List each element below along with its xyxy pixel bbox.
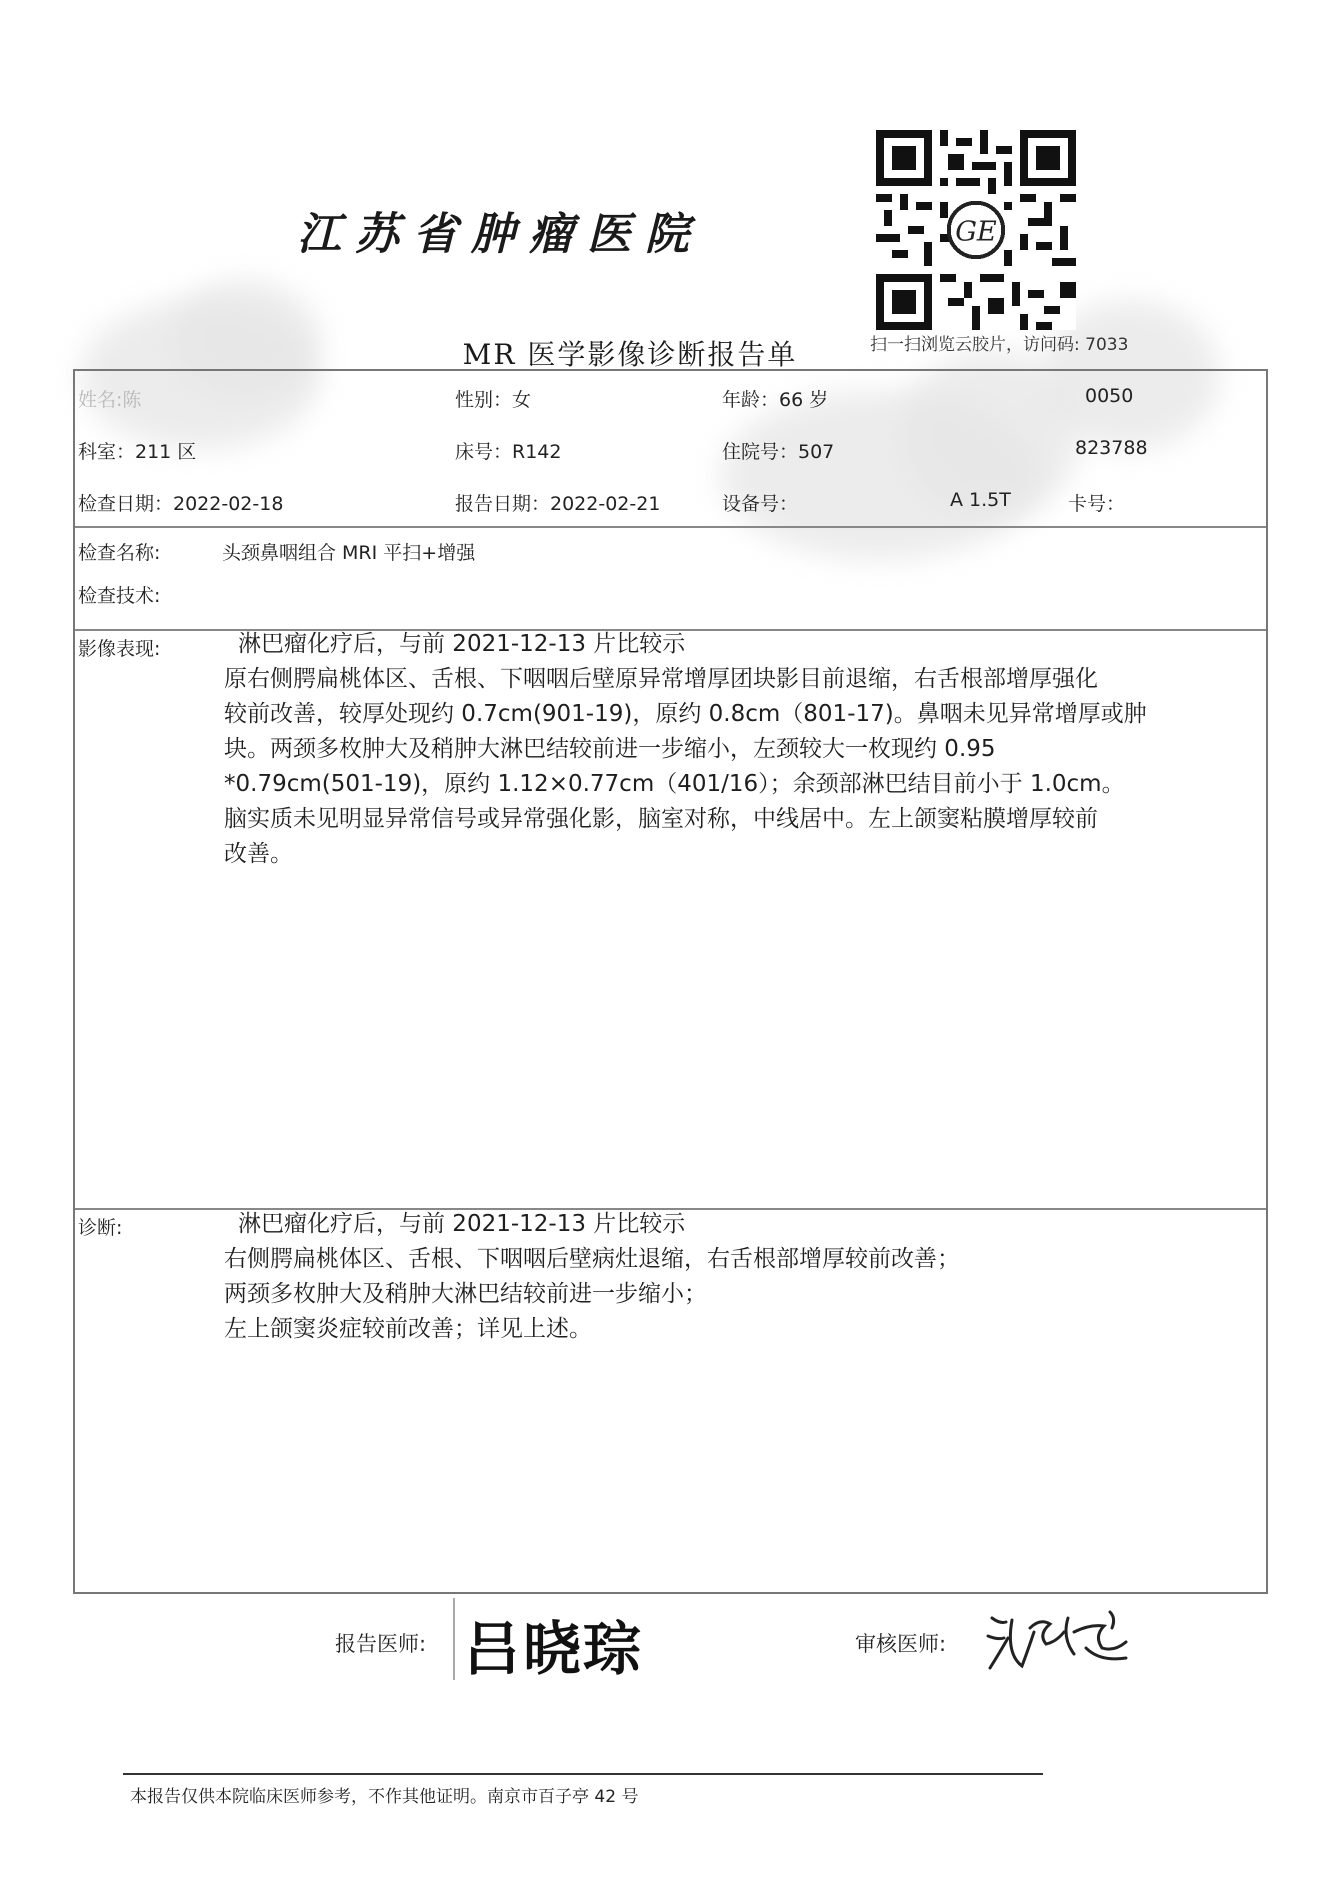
findings-label: 影像表现: <box>78 638 161 660</box>
diagnosis-label: 诊断: <box>78 1217 123 1239</box>
report-date: 报告日期：2022-02-21 <box>455 493 661 515</box>
findings-line: *0.79cm(501-19)，原约 1.12×0.77cm（401/16）；余颈部淋巴结目前小于 1.0cm。 <box>224 771 1125 797</box>
exam-technique-label: 检查技术: <box>78 585 161 607</box>
device-fragment: A 1.5T <box>950 489 1011 511</box>
footer-divider <box>123 1773 1043 1775</box>
svg-text:GE: GE <box>955 216 997 248</box>
patient-name-label: 姓名:陈 <box>78 389 142 411</box>
findings-line: 较前改善，较厚处现约 0.7cm(901-19)，原约 0.8cm（801-17)。鼻咽未见异常增厚或肿 <box>224 701 1147 727</box>
report-title: MR 医学影像诊断报告单 <box>462 338 798 371</box>
device-label: 设备号： <box>722 493 799 515</box>
patient-department: 科室：211 区 <box>78 441 197 463</box>
diagnosis-line: 左上颌窦炎症较前改善；详见上述。 <box>224 1316 592 1342</box>
qr-caption: 扫一扫浏览云胶片，访问码: 7033 <box>870 335 1129 355</box>
findings-line: 原右侧腭扁桃体区、舌根、下咽咽后壁原异常增厚团块影目前退缩，右舌根部增厚强化 <box>224 666 1098 692</box>
patient-age: 年龄：66 岁 <box>722 389 829 411</box>
reporter-signature-box <box>453 1598 695 1683</box>
patient-inpatient-fragment: 823788 <box>1075 437 1148 459</box>
patient-gender: 性别：女 <box>455 389 532 411</box>
qr-code[interactable] <box>876 130 1076 330</box>
diagnosis-line: 淋巴瘤化疗后，与前 2021-12-13 片比较示 <box>238 1211 686 1237</box>
card-no-label: 卡号： <box>1068 493 1126 515</box>
exam-name-value: 头颈鼻咽组合 MRI 平扫+增强 <box>222 542 476 564</box>
patient-inpatient-no: 住院号：507 <box>722 441 835 463</box>
findings-line: 淋巴瘤化疗后，与前 2021-12-13 片比较示 <box>238 631 686 657</box>
reviewer-signature <box>980 1598 1160 1678</box>
findings-line: 改善。 <box>224 841 293 867</box>
findings-line: 块。两颈多枚肿大及稍肿大淋巴结较前进一步缩小，左颈较大一枚现约 0.95 <box>224 736 996 762</box>
exam-name-label: 检查名称: <box>78 542 161 564</box>
reviewer-label: 审核医师: <box>855 1632 947 1656</box>
reporter-signature: 吕晓琮 <box>463 1615 644 1683</box>
findings-text <box>224 627 1264 872</box>
findings-line: 脑实质未见明显异常信号或异常强化影，脑室对称，中线居中。左上颌窦粘膜增厚较前 <box>224 806 1098 832</box>
diagnosis-line: 两颈多枚肿大及稍肿大淋巴结较前进一步缩小； <box>224 1281 707 1307</box>
exam-date: 检查日期：2022-02-18 <box>78 493 284 515</box>
footer-note: 本报告仅供本院临床医师参考，不作其他证明。南京市百子亭 42 号 <box>130 1787 639 1807</box>
patient-id-fragment: 0050 <box>1085 385 1134 407</box>
reviewer-signature-box <box>980 1598 1160 1678</box>
divider <box>75 526 1266 528</box>
diagnosis-text <box>224 1207 1264 1347</box>
reporter-label: 报告医师: <box>335 1632 427 1656</box>
patient-bed: 床号：R142 <box>455 441 562 463</box>
hospital-name: 江苏省肿瘤医院 <box>297 209 703 260</box>
diagnosis-line: 右侧腭扁桃体区、舌根、下咽咽后壁病灶退缩，右舌根部增厚较前改善； <box>224 1246 960 1272</box>
